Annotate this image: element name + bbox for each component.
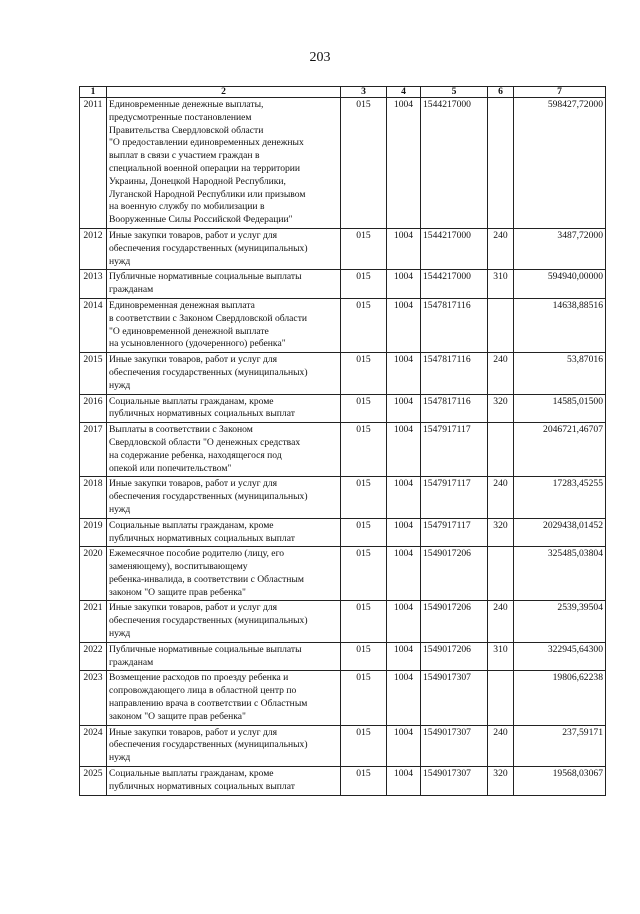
section-code: 1004 (387, 642, 421, 671)
row-number: 2020 (80, 547, 107, 601)
department-code: 015 (341, 228, 387, 269)
table-row (80, 353, 606, 394)
target-article-code: 1547917117 (421, 423, 488, 477)
amount: 2046721,46707 (514, 423, 606, 477)
expense-description: Ежемесячное пособие родителю (лицу, его заменяющему), воспитывающему ребенка-инвалида, в соответствии с Областным законом "О защите прав ребенка" (107, 547, 341, 601)
row-number: 2016 (80, 394, 107, 423)
target-article-code: 1544217000 (421, 98, 488, 229)
amount: 14585,01500 (514, 394, 606, 423)
section-code: 1004 (387, 671, 421, 725)
column-header: 5 (421, 87, 488, 98)
table-header-row (80, 87, 606, 98)
target-article-code: 1547817116 (421, 394, 488, 423)
row-number: 2023 (80, 671, 107, 725)
section-code: 1004 (387, 518, 421, 547)
expense-description: Иные закупки товаров, работ и услуг для обеспечения государственных (муниципальных) нужд (107, 353, 341, 394)
expense-type-code: 320 (488, 394, 514, 423)
expense-description: Иные закупки товаров, работ и услуг для обеспечения государственных (муниципальных) нужд (107, 725, 341, 766)
expense-type-code: 310 (488, 642, 514, 671)
amount: 53,87016 (514, 353, 606, 394)
row-number: 2021 (80, 601, 107, 642)
amount: 19806,62238 (514, 671, 606, 725)
department-code: 015 (341, 423, 387, 477)
section-code: 1004 (387, 423, 421, 477)
expense-type-code: 320 (488, 767, 514, 796)
section-code: 1004 (387, 725, 421, 766)
target-article-code: 1544217000 (421, 270, 488, 299)
table-row (80, 477, 606, 518)
table-row (80, 98, 606, 229)
expense-description: Выплаты в соответствии с Законом Свердловской области "О денежных средствах на содержание ребенка, находящегося под опекой или попечительством" (107, 423, 341, 477)
target-article-code: 1549017206 (421, 601, 488, 642)
expense-type-code: 320 (488, 518, 514, 547)
column-header: 4 (387, 87, 421, 98)
expense-type-code: 240 (488, 601, 514, 642)
expense-description: Иные закупки товаров, работ и услуг для обеспечения государственных (муниципальных) нужд (107, 477, 341, 518)
column-header: 6 (488, 87, 514, 98)
table-row (80, 671, 606, 725)
row-number: 2017 (80, 423, 107, 477)
row-number: 2013 (80, 270, 107, 299)
table-row (80, 518, 606, 547)
department-code: 015 (341, 642, 387, 671)
row-number: 2015 (80, 353, 107, 394)
section-code: 1004 (387, 353, 421, 394)
column-header: 3 (341, 87, 387, 98)
expense-type-code: 240 (488, 353, 514, 394)
department-code: 015 (341, 98, 387, 229)
department-code: 015 (341, 270, 387, 299)
target-article-code: 1547917117 (421, 518, 488, 547)
table-row (80, 642, 606, 671)
row-number: 2025 (80, 767, 107, 796)
table-row (80, 423, 606, 477)
expense-type-code (488, 671, 514, 725)
section-code: 1004 (387, 547, 421, 601)
row-number: 2022 (80, 642, 107, 671)
section-code: 1004 (387, 394, 421, 423)
expense-description: Публичные нормативные социальные выплаты гражданам (107, 642, 341, 671)
target-article-code: 1547817116 (421, 298, 488, 352)
expense-type-code (488, 98, 514, 229)
section-code: 1004 (387, 477, 421, 518)
amount: 594940,00000 (514, 270, 606, 299)
row-number: 2024 (80, 725, 107, 766)
department-code: 015 (341, 601, 387, 642)
amount: 2539,39504 (514, 601, 606, 642)
amount: 325485,03804 (514, 547, 606, 601)
department-code: 015 (341, 725, 387, 766)
department-code: 015 (341, 518, 387, 547)
amount: 17283,45255 (514, 477, 606, 518)
amount: 237,59171 (514, 725, 606, 766)
expense-type-code (488, 547, 514, 601)
expense-type-code (488, 298, 514, 352)
column-header: 2 (107, 87, 341, 98)
target-article-code: 1549017307 (421, 725, 488, 766)
expense-description: Социальные выплаты гражданам, кроме публичных нормативных социальных выплат (107, 767, 341, 796)
amount: 322945,64300 (514, 642, 606, 671)
expense-description: Иные закупки товаров, работ и услуг для обеспечения государственных (муниципальных) нужд (107, 601, 341, 642)
page-number: 203 (309, 50, 331, 65)
table-row (80, 298, 606, 352)
expense-type-code (488, 423, 514, 477)
expense-description: Публичные нормативные социальные выплаты гражданам (107, 270, 341, 299)
section-code: 1004 (387, 601, 421, 642)
expense-description: Социальные выплаты гражданам, кроме публичных нормативных социальных выплат (107, 518, 341, 547)
amount: 14638,88516 (514, 298, 606, 352)
target-article-code: 1547817116 (421, 353, 488, 394)
column-header: 7 (514, 87, 606, 98)
target-article-code: 1549017206 (421, 547, 488, 601)
department-code: 015 (341, 353, 387, 394)
department-code: 015 (341, 477, 387, 518)
row-number: 2019 (80, 518, 107, 547)
row-number: 2012 (80, 228, 107, 269)
section-code: 1004 (387, 270, 421, 299)
table-row (80, 228, 606, 269)
table-row (80, 601, 606, 642)
row-number: 2011 (80, 98, 107, 229)
target-article-code: 1544217000 (421, 228, 488, 269)
department-code: 015 (341, 298, 387, 352)
amount: 2029438,01452 (514, 518, 606, 547)
department-code: 015 (341, 671, 387, 725)
amount: 598427,72000 (514, 98, 606, 229)
expense-type-code: 240 (488, 477, 514, 518)
department-code: 015 (341, 547, 387, 601)
department-code: 015 (341, 767, 387, 796)
expense-description: Единовременная денежная выплата в соответствии с Законом Свердловской области "О единовременной денежной выплате на усыновленного (удочеренного) ребенка" (107, 298, 341, 352)
amount: 3487,72000 (514, 228, 606, 269)
column-header: 1 (80, 87, 107, 98)
row-number: 2014 (80, 298, 107, 352)
section-code: 1004 (387, 228, 421, 269)
row-number: 2018 (80, 477, 107, 518)
expense-description: Возмещение расходов по проезду ребенка и сопровождающего лица в областной центр по направлению врача в соответствии с Областным законом "О защите прав ребенка" (107, 671, 341, 725)
table-row (80, 547, 606, 601)
expense-type-code: 240 (488, 725, 514, 766)
expense-type-code: 310 (488, 270, 514, 299)
section-code: 1004 (387, 767, 421, 796)
target-article-code: 1549017307 (421, 671, 488, 725)
table-row (80, 725, 606, 766)
budget-table (79, 86, 606, 796)
table-row (80, 767, 606, 796)
table-row (80, 394, 606, 423)
section-code: 1004 (387, 98, 421, 229)
amount: 19568,03067 (514, 767, 606, 796)
department-code: 015 (341, 394, 387, 423)
target-article-code: 1549017307 (421, 767, 488, 796)
expense-type-code: 240 (488, 228, 514, 269)
table-row (80, 270, 606, 299)
expense-description: Единовременные денежные выплаты, предусмотренные постановлением Правительства Свердловской области "О предоставлении единовременных денежных выплат в связи с участием граждан в специальной военной операции на территории Украины, Донецкой Народной Республики, Луганской Народной Республики или призывом на военную службу по мобилизации в Вооруженные Силы Российской Федерации" (107, 98, 341, 229)
expense-description: Иные закупки товаров, работ и услуг для обеспечения государственных (муниципальных) нужд (107, 228, 341, 269)
expense-description: Социальные выплаты гражданам, кроме публичных нормативных социальных выплат (107, 394, 341, 423)
target-article-code: 1549017206 (421, 642, 488, 671)
target-article-code: 1547917117 (421, 477, 488, 518)
section-code: 1004 (387, 298, 421, 352)
